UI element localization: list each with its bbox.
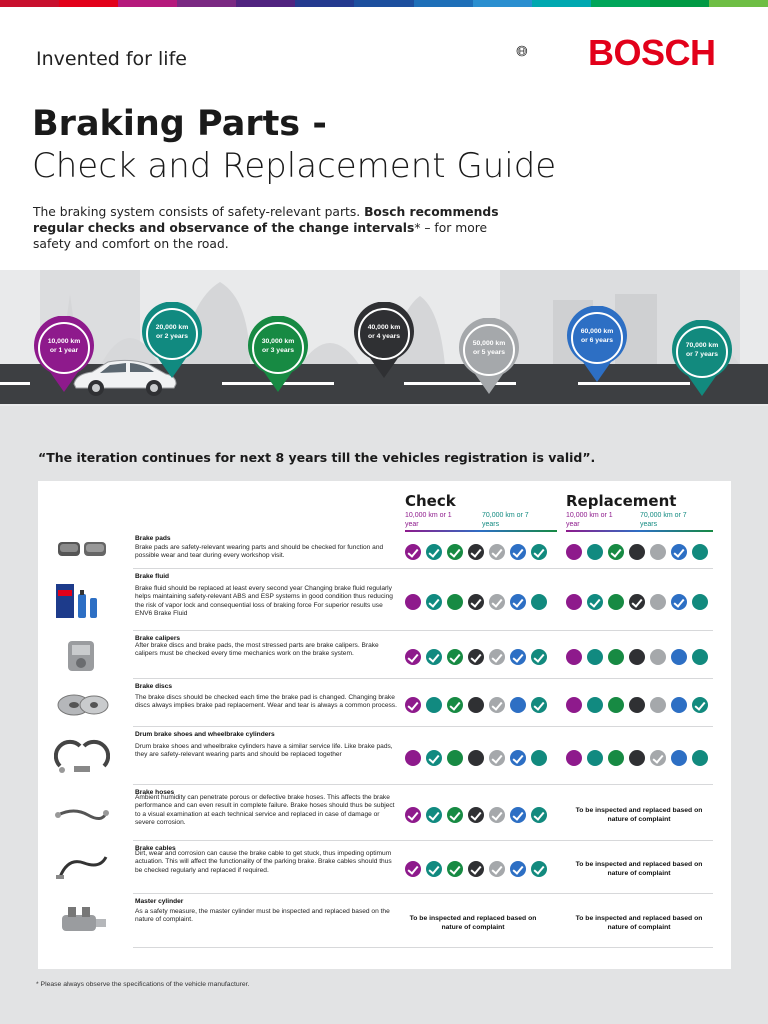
brake-part-icon [54,847,110,887]
interval-dot [650,649,666,665]
check-mark-icon [489,807,505,823]
table-row [38,631,731,678]
map-pin-icon [670,320,734,400]
part-title: Master cylinder [135,898,184,905]
part-title: Brake pads [135,535,171,542]
part-description: As a safety measure, the master cylinder must be inspected and replaced based on the nature of complaint. [135,908,390,924]
check-mark-icon [405,807,421,823]
interval-pin-label [670,342,734,359]
interval-pin-label [352,324,416,341]
interval-dot [608,594,624,610]
interval-pin [32,316,96,396]
interval-dot [629,544,645,560]
interval-dot [629,697,645,713]
interval-dot [468,697,484,713]
interval-dots [566,697,708,713]
pin-km: 50,000 km [472,340,506,347]
part-description: Brake fluid should be replaced at least every second year Changing brake fluid regularly helps maintaining safety-relevant ABS and ESP systems in good condition thus reducing the risk of vapor lock and consequential loss of braking force For superior results use ENV6 Brake Fluid [135,585,393,618]
check-mark-icon [531,697,547,713]
inspect-note-replacement: To be inspected and replaced based on nature of complaint [575,807,703,823]
check-mark-icon [489,750,505,766]
check-mark-icon [510,649,526,665]
interval-dot [426,697,442,713]
check-mark-icon [468,861,484,877]
check-mark-icon [447,544,463,560]
interval-dot [671,649,687,665]
stripe-segment [473,0,532,7]
interval-pin [140,302,204,382]
interval-pin-label [32,338,96,355]
check-mark-icon [531,544,547,560]
part-description: Dirt, wear and corrosion can cause the brake cable to get stuck, thus impeding optimum actuation. This will affect the functionality of the parking brake. Brake cables should thus be checked regularly and replaced if required. [135,850,392,874]
part-description: Brake pads are safety-relevant wearing parts and should be checked for function and possible wear and tear during every workshop visit. [135,544,384,560]
check-mark-icon [671,544,687,560]
replacement-interval-end: 70,000 km or 7 years [640,512,687,528]
part-description: The brake discs should be checked each time the brake pad is changed. Changing brake discs always implies brake pad replacement. Wear and tear is always a common process. [135,694,397,710]
interval-pin [670,320,734,400]
check-mark-icon [692,697,708,713]
table-row [38,894,731,947]
stripe-segment [414,0,473,7]
check-mark-icon [650,750,666,766]
brake-part-icon [54,736,110,776]
brake-part-icon [54,580,110,620]
check-mark-icon [426,594,442,610]
interval-dots [405,649,547,665]
check-interval-end: 70,000 km or 7 years [482,512,529,528]
stripe-segment [650,0,709,7]
interval-dot [566,697,582,713]
footnote: * Please always observe the specifications of the vehicle manufacturer. [36,981,250,988]
brand-color-stripe [0,0,768,7]
inspect-note-replacement: To be inspected and replaced based on nature of complaint [575,915,703,931]
stripe-segment [236,0,295,7]
check-mark-icon [489,544,505,560]
interval-dot [566,594,582,610]
map-pin-icon [565,306,629,386]
pin-years: or 7 years [685,350,719,358]
map-pin-icon [140,302,204,382]
interval-pin [246,316,310,396]
check-mark-icon [629,594,645,610]
check-mark-icon [489,594,505,610]
interval-dots [405,697,547,713]
interval-dot [629,649,645,665]
pin-years: or 2 years [155,332,189,340]
part-image [54,580,110,620]
pin-years: or 5 years [472,348,506,356]
interval-dot [629,750,645,766]
table-row [38,727,731,784]
part-image [54,635,110,675]
table-row [38,785,731,840]
page-title: Braking Parts - [32,104,327,144]
interval-dot [405,594,421,610]
map-pin-icon [352,302,416,382]
pin-years: or 6 years [580,336,614,344]
part-image [54,736,110,776]
part-description: After brake discs and brake pads, the most stressed parts are brake calipers. Brake calipers must be checked every time mechanics work on the brake system. [135,642,379,658]
brake-part-icon [54,683,110,723]
part-title: Drum brake shoes and wheelbrake cylinders [135,731,275,738]
interval-dots [405,861,547,877]
intro-paragraph: The braking system consists of safety-relevant parts. Bosch recommends regular checks and observance of the change intervals* – for more safety and comfort on the road. [33,205,499,251]
interval-dot [650,594,666,610]
inspect-note-replacement: To be inspected and replaced based on nature of complaint [575,861,703,877]
interval-dot [692,649,708,665]
map-pin-icon [457,318,521,398]
stripe-segment [354,0,413,7]
interval-dot [692,594,708,610]
check-mark-icon [531,861,547,877]
stripe-segment [591,0,650,7]
interval-pin [565,306,629,386]
check-mark-icon [608,544,624,560]
part-image [54,793,110,833]
part-description: Ambient humidity can penetrate porous or defective brake hoses. This affects the brake performance and can even result in complete failure. Brake hoses should thus be subject to a visual examination at each technical service and replaced in case of damage or severe corrosion. [135,794,395,827]
part-image [54,901,110,941]
check-mark-icon [531,649,547,665]
table-row [38,841,731,893]
interval-dot [608,649,624,665]
interval-dot [405,750,421,766]
interval-dot [587,750,603,766]
interval-pin-label [140,324,204,341]
brake-part-icon [54,901,110,941]
brake-part-icon [54,793,110,833]
check-mark-icon [426,750,442,766]
bosch-logo-icon [516,27,568,75]
check-mark-icon [468,649,484,665]
row-divider [133,947,713,948]
interval-dot [692,544,708,560]
check-mark-icon [489,697,505,713]
interval-dots [566,750,708,766]
interval-dots [566,544,708,560]
check-mark-icon [405,861,421,877]
pin-km: 40,000 km [367,324,401,331]
pin-km: 70,000 km [685,342,719,349]
stripe-segment [118,0,177,7]
page-subtitle: Check and Replacement Guide [32,146,557,186]
check-mark-icon [426,544,442,560]
check-mark-icon [468,594,484,610]
pin-km: 20,000 km [155,324,189,331]
check-mark-icon [405,649,421,665]
check-interval-start: 10,000 km or 1 year [405,512,452,528]
check-mark-icon [426,807,442,823]
brake-part-icon [54,635,110,675]
interval-pin [352,302,416,382]
interval-pin-label [246,338,310,355]
interval-dot [447,594,463,610]
interval-dots [405,807,547,823]
interval-dot [608,750,624,766]
check-mark-icon [426,649,442,665]
check-mark-icon [468,807,484,823]
replacement-interval-start: 10,000 km or 1 year [566,512,613,528]
check-mark-icon [510,861,526,877]
check-mark-icon [468,544,484,560]
check-mark-icon [510,544,526,560]
replacement-column-title: Replacement [566,492,677,510]
pin-km: 60,000 km [580,328,614,335]
interval-dot [671,750,687,766]
table-row [38,531,731,568]
interval-dot [587,544,603,560]
table-row [38,569,731,630]
check-column-title: Check [405,492,456,510]
check-mark-icon [447,697,463,713]
interval-dots [405,594,547,610]
part-title: Brake fluid [135,573,170,580]
interval-dot [650,544,666,560]
interval-dot [566,544,582,560]
interval-dots [566,594,708,610]
stripe-segment [295,0,354,7]
interval-dot [510,697,526,713]
interval-dot [692,750,708,766]
check-mark-icon [510,750,526,766]
part-title: Brake discs [135,683,173,690]
interval-dot [608,697,624,713]
part-title: Brake cables [135,845,176,852]
check-mark-icon [489,861,505,877]
brand-wordmark: BOSCH [588,32,716,73]
interval-dot [671,697,687,713]
check-replacement-table [38,481,731,969]
interval-pin [457,318,521,398]
map-pin-icon [32,316,96,396]
interval-dots [566,649,708,665]
interval-dots [405,750,547,766]
part-image [54,683,110,723]
stripe-segment [709,0,768,7]
check-mark-icon [447,861,463,877]
inspect-note-check: To be inspected and replaced based on nature of complaint [409,915,537,931]
stripe-segment [0,0,59,7]
interval-dot [566,750,582,766]
tagline: Invented for life [36,48,187,70]
interval-dot [566,649,582,665]
check-mark-icon [447,649,463,665]
pin-years: or 3 years [261,346,295,354]
interval-dot [587,649,603,665]
interval-dot [650,697,666,713]
road-marking [0,382,30,385]
part-description: Drum brake shoes and wheelbrake cylinders have a similar service life. Like brake pads, they are safety-relevant wearing parts and should be replaced together [135,743,393,759]
interval-dot [587,697,603,713]
check-mark-icon [405,544,421,560]
part-title: Brake hoses [135,789,175,796]
stripe-segment [532,0,591,7]
pin-years: or 4 years [367,332,401,340]
interval-dot [531,750,547,766]
brake-part-icon [54,530,110,570]
stripe-segment [59,0,118,7]
pin-km: 10,000 km [47,338,81,345]
check-mark-icon [510,594,526,610]
part-image [54,530,110,570]
check-mark-icon [510,807,526,823]
stripe-segment [177,0,236,7]
table-row [38,679,731,726]
interval-dot [447,750,463,766]
interval-dot [531,594,547,610]
check-mark-icon [671,594,687,610]
pin-km: 30,000 km [261,338,295,345]
check-mark-icon [405,697,421,713]
part-image [54,847,110,887]
check-mark-icon [447,807,463,823]
check-mark-icon [426,861,442,877]
check-mark-icon [489,649,505,665]
part-title: Brake calipers [135,635,181,642]
check-mark-icon [531,807,547,823]
interval-pin-label [457,340,521,357]
iteration-quote: “The iteration continues for next 8 years till the vehicles registration is valid”. [38,450,596,465]
map-pin-icon [246,316,310,396]
interval-dot [468,750,484,766]
check-mark-icon [587,594,603,610]
pin-years: or 1 year [49,346,79,354]
interval-pin-label [565,328,629,345]
interval-dots [405,544,547,560]
